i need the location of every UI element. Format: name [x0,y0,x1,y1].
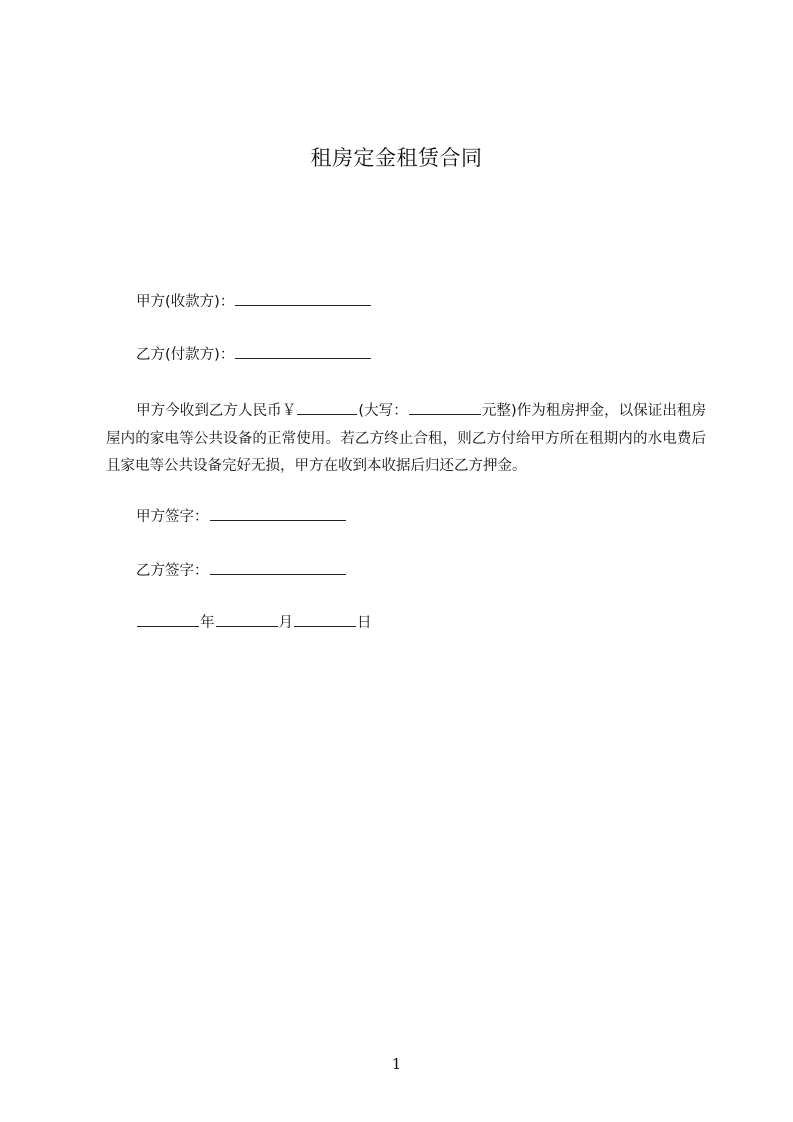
party-a-label: 甲方(收款方)： [136,294,235,310]
year-label: 年 [200,615,215,631]
party-a-sign-line [136,506,347,527]
amount-words-blank [409,400,481,415]
party-a-sign-blank [210,506,346,521]
deposit-paragraph [106,398,706,481]
party-b-blank [235,344,371,359]
paragraph-part-3: 元整)作为租房押金，以保证出租房屋内的家电等公共设备的正常使用。若乙方终止合租，则乙方付给甲方所在租期内的水电费后且家电等公共设备完好无损，甲方在收到本收据后归还乙方押金。 [106,403,707,474]
day-blank [294,612,356,627]
paragraph-part-1: 甲方今收到乙方人民币￥ [136,403,297,419]
date-line [136,612,372,633]
party-a-line [136,291,372,312]
party-b-sign-blank [210,560,346,575]
page-number: 1 [391,1055,402,1073]
amount-blank [297,400,357,415]
year-blank [137,612,199,627]
party-a-sign-label: 甲方签字： [136,509,209,525]
month-blank [216,612,278,627]
party-b-label: 乙方(付款方)： [136,347,235,363]
day-label: 日 [357,615,372,631]
paragraph-part-2: (大写： [358,403,408,419]
month-label: 月 [278,615,293,631]
party-b-sign-label: 乙方签字： [136,563,209,579]
document-title: 租房定金租赁合同 [310,146,483,170]
party-b-sign-line [136,560,347,581]
party-a-blank [235,291,371,306]
party-b-line [136,344,372,365]
